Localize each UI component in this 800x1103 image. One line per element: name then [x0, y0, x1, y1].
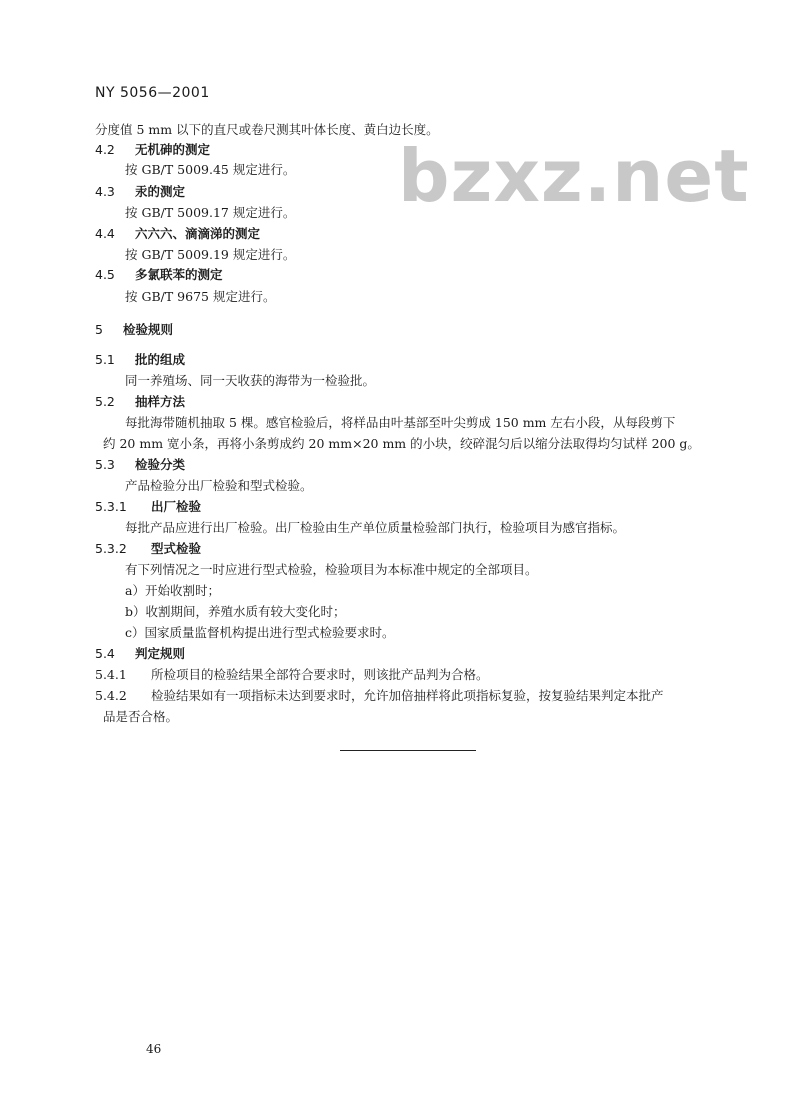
- section-title: 抽样方法: [135, 394, 186, 409]
- section-title: 汞的测定: [135, 184, 186, 199]
- body-line: 按 GB/T 5009.19 规定进行。: [125, 247, 296, 262]
- section-number: 5.3.2: [95, 541, 127, 556]
- list-item: b）收割期间，养殖水质有较大变化时；: [125, 604, 346, 619]
- body-line: 每批海带随机抽取 5 棵。感官检验后，将样品由叶基部至叶尖剪成 150 mm 左右小段，从每段剪下: [125, 415, 676, 430]
- section-heading-4-5: [95, 265, 223, 285]
- section-heading-5-3: [95, 455, 185, 475]
- section-title: 判定规则: [135, 646, 186, 661]
- section-heading-4-3: [95, 182, 185, 202]
- section-heading-5-1: [95, 350, 185, 370]
- section-number: 5: [95, 322, 103, 337]
- section-number: 5.4: [95, 646, 115, 661]
- clause-text: 检验结果如有一项指标未达到要求时，允许加倍抽样将此项指标复验，按复验结果判定本批产: [151, 688, 664, 703]
- clause-5-4-1: [95, 665, 489, 685]
- section-title: 多氯联苯的测定: [135, 267, 223, 282]
- body-line: 每批产品应进行出厂检验。出厂检验由生产单位质量检验部门执行，检验项目为感官指标。: [125, 520, 626, 535]
- list-item: c）国家质量监督机构提出进行型式检验要求时。: [125, 625, 395, 640]
- section-title: 型式检验: [151, 541, 202, 556]
- body-line: 产品检验分出厂检验和型式检验。: [125, 478, 313, 493]
- body-line: 分度值 5 mm 以下的直尺或卷尺测其叶体长度、黄白边长度。: [95, 122, 439, 137]
- section-heading-4-4: [95, 224, 260, 244]
- section-number: 5.1: [95, 352, 115, 367]
- body-line: 按 GB/T 9675 规定进行。: [125, 289, 276, 304]
- section-number: 5.4.1: [95, 667, 127, 682]
- clause-5-4-2: [95, 686, 664, 706]
- section-number: 4.5: [95, 267, 115, 282]
- section-title: 检验规则: [123, 322, 174, 337]
- section-number: 4.3: [95, 184, 115, 199]
- section-number: 4.2: [95, 142, 115, 157]
- body-line: 按 GB/T 5009.45 规定进行。: [125, 162, 296, 177]
- section-number: 5.3: [95, 457, 115, 472]
- section-heading-5-3-2: [95, 539, 201, 559]
- section-heading-5-4: [95, 644, 185, 664]
- body-line: 有下列情况之一时应进行型式检验，检验项目为本标准中规定的全部项目。: [125, 562, 538, 577]
- body-line: 按 GB/T 5009.17 规定进行。: [125, 205, 296, 220]
- clause-text: 所检项目的检验结果全部符合要求时，则该批产品判为合格。: [151, 667, 489, 682]
- section-number: 5.2: [95, 394, 115, 409]
- section-title: 无机砷的测定: [135, 142, 211, 157]
- body-line: 品是否合格。: [103, 709, 179, 724]
- section-title: 批的组成: [135, 352, 186, 367]
- section-title: 检验分类: [135, 457, 186, 472]
- section-heading-5: [95, 320, 173, 340]
- section-number: 4.4: [95, 226, 115, 241]
- end-rule: [340, 750, 476, 751]
- section-number: 5.4.2: [95, 688, 127, 703]
- section-number: 5.3.1: [95, 499, 127, 514]
- watermark: bzxz.net: [398, 134, 750, 218]
- standard-code: NY 5056—2001: [95, 85, 210, 101]
- section-title: 出厂检验: [151, 499, 202, 514]
- body-line: 约 20 mm 宽小条，再将小条剪成约 20 mm×20 mm 的小块，绞碎混匀后以缩分法取得均匀试样 200 g。: [103, 436, 700, 451]
- section-heading-5-2: [95, 392, 185, 412]
- page-number: 46: [146, 1042, 162, 1056]
- section-title: 六六六、滴滴涕的测定: [135, 226, 261, 241]
- section-heading-5-3-1: [95, 497, 201, 517]
- section-heading-4-2: [95, 140, 210, 160]
- body-line: 同一养殖场、同一天收获的海带为一检验批。: [125, 373, 376, 388]
- list-item: a）开始收割时；: [125, 583, 220, 598]
